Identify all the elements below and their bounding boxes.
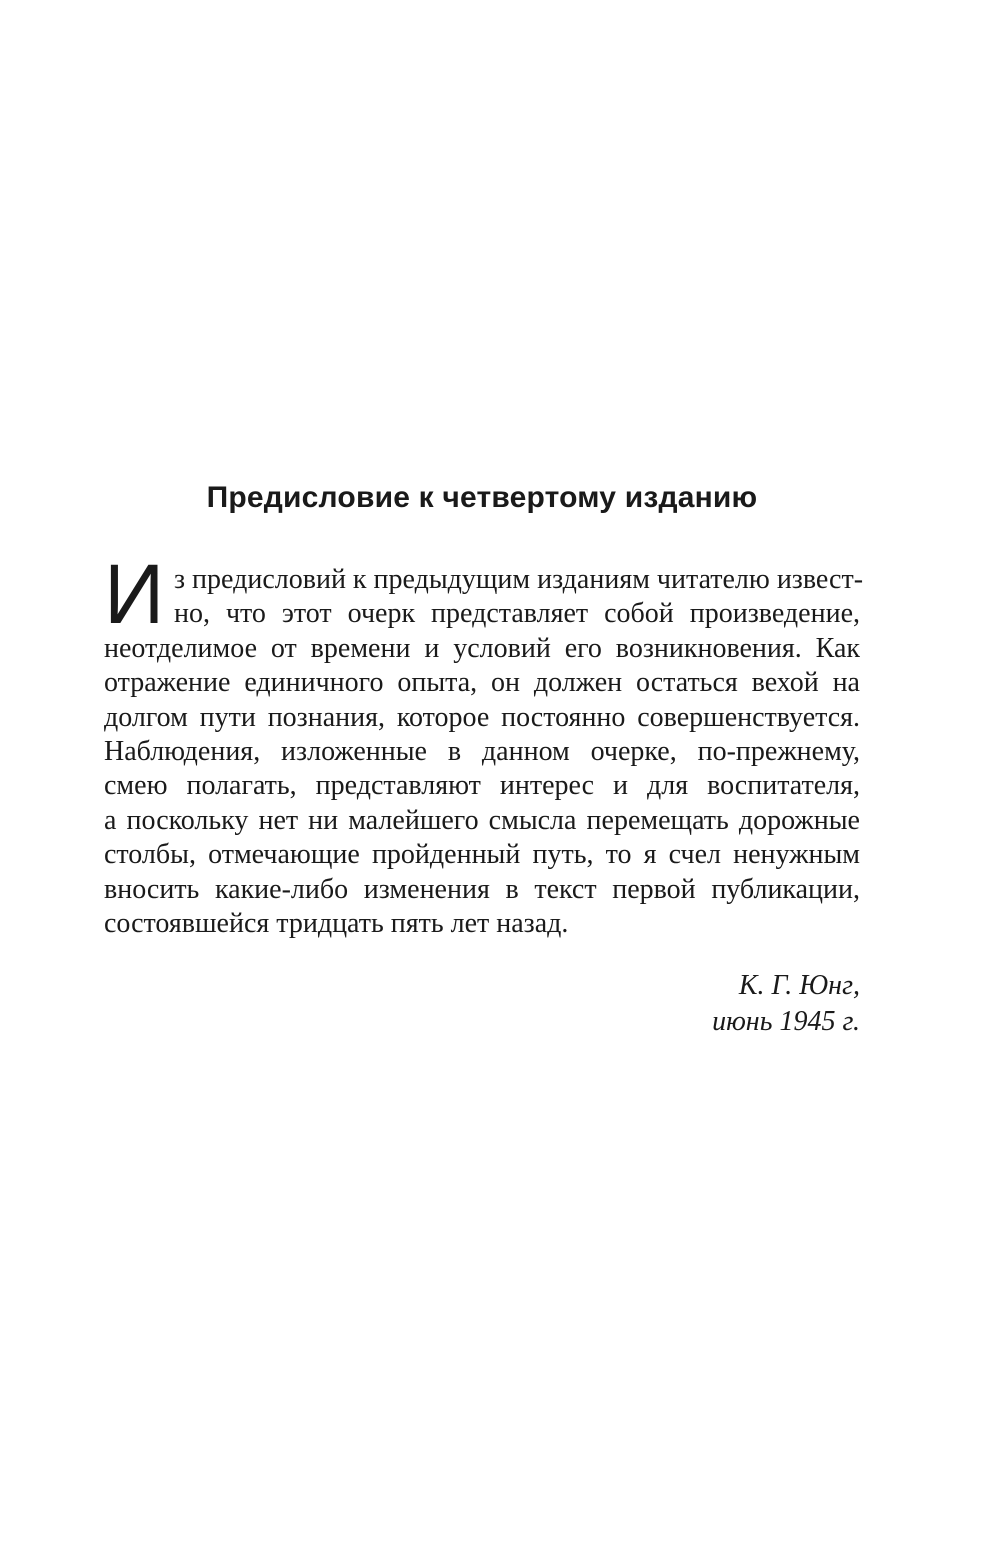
text-line: Наблюдения, изложенные в данном очерке, по-прежнему, <box>104 735 860 767</box>
signature-block <box>560 968 860 1040</box>
text-line: з предисловий к предыдущим изданиям читателю извест- <box>174 564 864 595</box>
text-line: вносить какие-либо изменения в текст первой публикации, <box>104 873 860 905</box>
text-line: смею полагать, представляют интерес и для воспитателя, <box>104 770 860 802</box>
text-line: неотделимое от времени и условий его возникновения. Как <box>104 632 860 664</box>
text-line: отражение единичного опыта, он должен остаться вехой на <box>104 667 860 699</box>
chapter-heading: Предисловие к четвертому изданию <box>206 481 758 514</box>
drop-cap: И <box>104 547 165 641</box>
preface-paragraph <box>104 547 864 941</box>
text-line: но, что этот очерк представляет собой произведение, <box>174 598 860 630</box>
text-line: состоявшейся тридцать пять лет назад. <box>104 907 569 939</box>
text-line: столбы, отмечающие пройденный путь, то я счел ненужным <box>104 839 860 871</box>
text-line: а поскольку нет ни малейшего смысла перемещать дорожные <box>104 804 860 836</box>
signature-date: июнь 1945 г. <box>712 1006 860 1037</box>
signature-author: К. Г. Юнг, <box>738 970 860 1001</box>
text-line: долгом пути познания, которое постоянно совершенствуется. <box>104 701 860 733</box>
